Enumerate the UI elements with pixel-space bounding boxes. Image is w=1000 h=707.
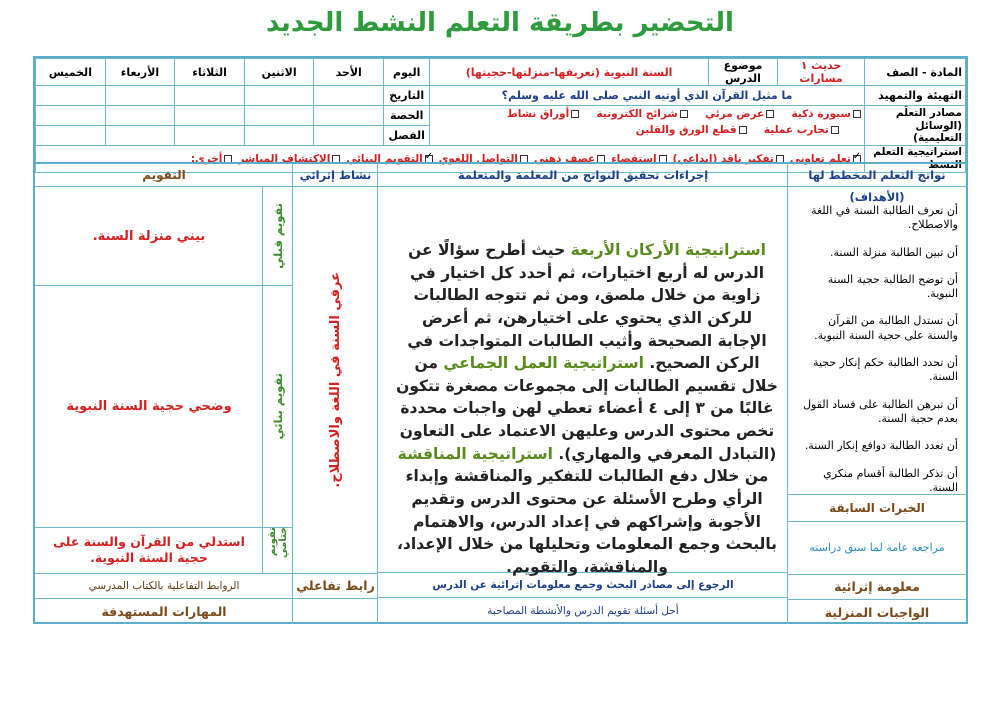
objective-item: أن تعدد الطالبة دوافع إنكار السنة. — [804, 439, 958, 453]
period-cell-2 — [244, 106, 314, 126]
link-label: رابط تفاعلي — [293, 574, 378, 599]
enrichment-info-value: الرجوع إلى مصادر البحث وجمع معلومات إثرائية عن الدرس — [378, 573, 788, 598]
objectives-list — [788, 187, 966, 495]
evaluation-type: تقويم ختامي — [267, 527, 289, 559]
strategy-option-label: الاكتشاف المباشر — [238, 152, 331, 165]
objective-item: أن تستدل الطالبة من القرآن والسنة على حجية السنة النبوية. — [814, 314, 958, 342]
strategy-text: من خلال دفع الطالبات للتفكير والمناقشة وإبداء الرأي وطرح الأسئلة عن محتوى الدرس وتقديم الأجوبة وإشراكهم في إعداد الدرس، والاهتمام بالبحث وجمع المعلومات وتحليلها من خلال الإعداد، والمناقشة، والتقويم. — [397, 467, 777, 576]
evaluation-text: وضحي حجية السنة النبوية — [66, 398, 232, 414]
evaluation-column — [35, 164, 293, 624]
skills-spacer — [293, 599, 378, 625]
strategy-label: استراتيجية التعلّم النشط — [864, 146, 965, 172]
subject-value: حديث ١ مسارات — [778, 59, 864, 86]
date-cell-4 — [105, 86, 175, 106]
procedures-text — [378, 187, 788, 576]
objective-item: أن تحدد الطالبة حكم إنكار حجية السنة. — [813, 356, 958, 384]
header-table — [35, 58, 966, 173]
checkbox-icon[interactable] — [766, 110, 774, 118]
objective-item: أن تعرف الطالبة السنة في اللغة والاصطلاح. — [811, 204, 958, 232]
date-cell-2 — [244, 86, 314, 106]
strategy-option-label: التواصل اللغوي — [438, 152, 518, 165]
page-title: التحضير بطريقة التعلم النشط الجديد — [266, 8, 734, 38]
day-monday: الاثنين — [244, 59, 314, 86]
topic-value: السنة النبوية (تعريفها-منزلتها-حجيتها) — [430, 59, 708, 86]
prior-label: الخبرات السابقة — [788, 495, 966, 522]
evaluation-header: التقويم — [35, 164, 293, 187]
checkbox-icon[interactable] — [739, 126, 747, 134]
checkbox-icon[interactable] — [571, 110, 579, 118]
strategy-text: من خلال تقسيم الطالبات إلى مجموعات مصغرة تتكون غالبًا من ٣ إلى ٤ أعضاء تعطي لهن واجبات محددة تخص محتوى الدرس وعليهن الاعتماد على التعاون (التبادل المعرفي والمهاري). — [396, 354, 778, 463]
objectives-header: نواتج التعلم المخطط لها (الأهداف) — [788, 164, 966, 187]
enrichment-column — [292, 164, 378, 624]
class-label: الفصل — [384, 126, 430, 146]
period-label: الحصة — [384, 106, 430, 126]
lesson-plan-frame — [33, 56, 968, 624]
day-sunday: الأحد — [314, 59, 384, 86]
topic-label: موضوع الدرس — [708, 59, 778, 86]
date-cell-3 — [175, 86, 245, 106]
resources-list: سبورة ذكية عرض مرئي شرائح الكترونية أوراق نشاط تجارب عملية قطع الورق والقلبن — [430, 106, 864, 146]
procedures-header: إجراءات تحقيق النواتج من المعلمة والمتعلمة — [378, 164, 788, 187]
evaluation-text: استدلي من القرآن والسنة على حجية السنة النبوية. — [53, 533, 245, 565]
period-cell-5 — [36, 106, 106, 126]
date-label: التاريخ — [384, 86, 430, 106]
evaluation-block — [35, 187, 293, 574]
evaluation-type: تقويم قبلي — [271, 203, 285, 269]
strategy-title: استراتيجية العمل الجماعي — [443, 354, 644, 373]
date-cell-1 — [314, 86, 384, 106]
checkbox-icon[interactable] — [680, 110, 688, 118]
period-cell-1 — [314, 106, 384, 126]
strategy-title: استراتيجية الأركان الأربعة — [570, 241, 766, 259]
class-cell-3 — [175, 126, 245, 146]
objective-item: أن تبين الطالبة منزلة السنة. — [829, 245, 958, 259]
subject-label: المادة - الصف — [864, 59, 965, 86]
day-wednesday: الأربعاء — [105, 59, 175, 86]
strategy-option-label: عصف ذهني — [533, 152, 596, 165]
prior-value: مراجعة عامة لما سبق دراسته — [788, 522, 966, 575]
resources-label: مصادر التعلّم (الوسائل التعليمية) — [864, 106, 965, 146]
checkbox-icon[interactable] — [831, 126, 839, 134]
skills-label: المهارات المستهدفة — [101, 604, 227, 619]
strategy-option-label: تعلم تعاوني — [789, 152, 851, 165]
day-label: اليوم — [384, 59, 430, 86]
class-cell-1 — [314, 126, 384, 146]
class-cell-5 — [36, 126, 106, 146]
period-cell-4 — [105, 106, 175, 126]
checkbox-icon[interactable] — [853, 110, 861, 118]
objective-item: أن توضح الطالبة حجية السنة النبوية. — [827, 272, 958, 301]
strategy-option-label: تفكير ناقد (ابداعي) — [672, 152, 774, 165]
procedures-column — [377, 164, 788, 624]
homework-value: أحل أسئلة تقويم الدرس والأنشطة المصاحبة — [487, 605, 679, 617]
date-cell-5 — [36, 86, 106, 106]
link-value: الروابط التفاعلية بالكتاب المدرسي — [35, 574, 293, 599]
enrichment-info-label: معلومة إثرائية — [788, 575, 966, 600]
evaluation-text: بيني منزلة السنة. — [92, 228, 206, 244]
enrichment-activity — [293, 187, 378, 574]
homework-label: الواجبات المنزلية — [824, 605, 930, 620]
strategy-option-label: أخرى: — [190, 152, 223, 165]
period-cell-3 — [175, 106, 245, 126]
strategy-title: استراتيجية المناقشة — [397, 444, 553, 463]
evaluation-row-formative — [35, 285, 293, 528]
main-grid — [35, 162, 966, 624]
objective-item: أن تذكر الطالبة أقسام منكري السنة. — [823, 466, 958, 494]
day-tuesday: الثلاثاء — [175, 59, 245, 86]
evaluation-type: تقويم بنائي — [271, 372, 285, 440]
objectives-column — [787, 164, 966, 624]
class-cell-2 — [244, 126, 314, 146]
evaluation-row-pre — [35, 187, 293, 286]
day-thursday: الخميس — [36, 59, 106, 86]
evaluation-row-summative — [35, 527, 293, 573]
intro-label: التهيئة والتمهيد — [864, 86, 965, 106]
strategy-option-label: استقصاء — [611, 152, 657, 165]
enrichment-header: نشاط إثرائي — [293, 164, 378, 187]
strategy-text: حيث أطرح سؤالًا عن الدرس له أربع اختيارات، ثم أحدد كل اختيار في زاوية من خلال ملصق، ومن ثم تتوجه الطالبات للركن الذي يحتوي على اختيارهن، ثم أعرض الإجابة الصحيحة وأثيب الطالبات المتواجدات في الركن الصحيح. — [407, 241, 767, 373]
enrichment-text: عرفي السنة في اللغة والاصطلاح. — [328, 272, 343, 488]
class-cell-4 — [105, 126, 175, 146]
objective-item: أن تبرهن الطالبة على فساد القول بعدم حجية السنة. — [803, 397, 958, 425]
strategy-option-label: التقويم البنائي — [346, 152, 423, 165]
intro-value: ما مثيل القرآن الذي أوتيه النبي صلى الله عليه وسلم؟ — [430, 86, 864, 106]
